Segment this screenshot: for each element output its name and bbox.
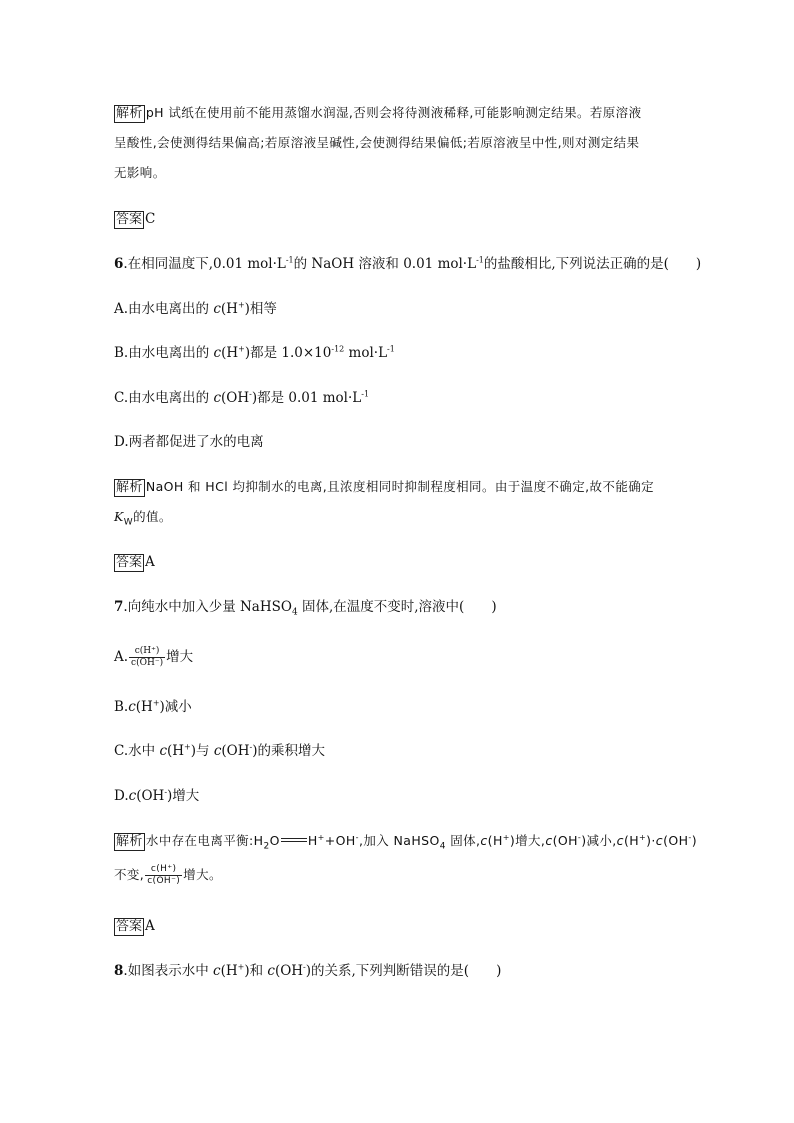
q7-answer — [114, 917, 155, 936]
q6-option-d: D.两者都促进了水的电离 — [114, 434, 264, 450]
q5-analysis-line-1: 解析 pH 试纸在使用前不能用蒸馏水润湿,否则会将待测液稀释,可能影响测定结果。若原溶液 — [116, 105, 642, 121]
q7-option-b: B.c(H+)减小 — [114, 698, 192, 715]
q6-answer — [114, 553, 155, 572]
q6-analysis-line-2: $K_W$的值。 — [114, 509, 172, 528]
analysis-tag: 解析 — [116, 834, 143, 849]
q6-analysis-line-1: 解析 NaOH 和 HCl 均抑制水的电离,且浓度相同时抑制程度相同。由于温度不确定,故不能确定 — [116, 479, 655, 495]
q5-answer — [114, 210, 155, 229]
fraction: $\frac{c(H^+)}{c(OH^-)}$ — [131, 646, 164, 668]
answer-tag: 答案 — [116, 555, 143, 570]
q7-option-c: C.水中 c(H+)与 c(OH-)的乘积增大 — [114, 742, 325, 759]
q7-analysis-line-1: 解析 水中存在电离平衡$:H_2O$ H++OH-,加入 NaHSO$_4$ 固体,c(H+)增大,c(OH-)减小,c(H+)·c(OH-) — [116, 832, 697, 852]
q6-option-c: C.由水电离出的 c(OH-)都是 0.01 $mol\cdot L^{-1}$ — [114, 389, 370, 406]
q7-analysis-line-2: 不变, $\frac{c(H^+)}{c(OH^-)}$ 增大。 — [114, 864, 222, 886]
answer-tag: 答案 — [116, 212, 143, 227]
q5-analysis-line-2: 呈酸性,会使测得结果偏高;若原溶液呈碱性,会使测得结果偏低;若原溶液呈中性,则对测定结果 — [114, 135, 640, 150]
answer-value: A — [145, 918, 155, 934]
q8-stem: 8.如图表示水中 c(H+)和 c(OH-)的关系,下列判断错误的是( ) — [114, 962, 502, 979]
q6-option-a: A.由水电离出的 c(H+)相等 — [114, 300, 277, 317]
q6-stem: 6.在相同温度下,0.01 $mol\cdot L^{-1}$的 NaOH 溶液和 0.01 $mol\cdot L^{-1}$的盐酸相比,下列说法正确的是( ) — [114, 255, 702, 272]
answer-tag: 答案 — [116, 919, 143, 934]
analysis-tag: 解析 — [116, 106, 143, 121]
question-number: 7 — [114, 599, 124, 615]
question-number: 6 — [114, 256, 124, 272]
q7-option-d: D.c(OH-)增大 — [114, 787, 200, 804]
analysis-tag: 解析 — [116, 480, 143, 495]
q6-option-b: B.由水电离出的 c(H+)都是 $1.0\times 10^{-12}$ $mol\cdot L^{-1}$ — [114, 344, 395, 361]
answer-value: A — [145, 554, 155, 570]
fraction: $\frac{c(H^+)}{c(OH^-)}$ — [147, 864, 181, 886]
q5-analysis-line-3: 无影响。 — [114, 165, 166, 180]
q7-option-a: A. $\frac{c(H^+)}{c(OH^-)}$ 增大 — [114, 646, 194, 668]
q7-stem: 7.向纯水中加入少量 NaHSO$_4$ 固体,在温度不变时,溶液中( ) — [114, 599, 497, 618]
answer-value: C — [145, 211, 156, 227]
equilibrium-arrow-icon — [281, 838, 307, 842]
question-number: 8 — [114, 963, 124, 979]
